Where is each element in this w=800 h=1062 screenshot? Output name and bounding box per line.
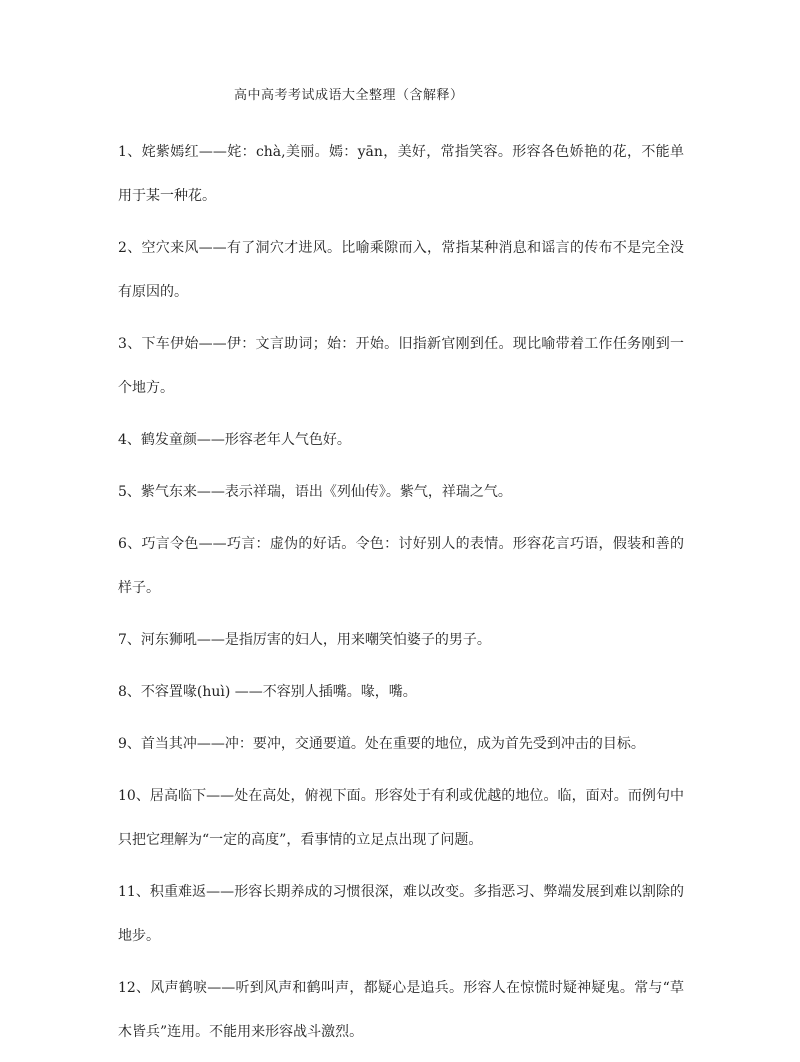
- entry-text: 11、积重难返——形容长期养成的习惯很深，难以改变。多指恶习、弊端发展到难以割除的地步。: [118, 884, 684, 944]
- list-item: [118, 722, 684, 766]
- list-item: [118, 870, 684, 958]
- entry-text: 7、河东狮吼——是指厉害的妇人，用来嘲笑怕婆子的男子。: [118, 632, 491, 648]
- entry-text: 4、鹤发童颜——形容老年人气色好。: [118, 432, 351, 448]
- entry-text: 3、下车伊始——伊：文言助词；始：开始。旧指新官刚到任。现比喻带着工作任务刚到一个地方。: [118, 336, 684, 396]
- entry-text: 8、不容置喙(huì) ——不容别人插嘴。喙，嘴。: [118, 684, 417, 700]
- list-item: [118, 470, 684, 514]
- list-item: [118, 966, 684, 1054]
- entry-text: 6、巧言令色——巧言：虚伪的好话。令色：讨好别人的表情。形容花言巧语，假装和善的样子。: [118, 536, 684, 596]
- list-item: [118, 522, 684, 610]
- entry-text: 10、居高临下——处在高处，俯视下面。形容处于有利或优越的地位。临，面对。而例句中只把它理解为“一定的高度”，看事情的立足点出现了问题。: [118, 788, 684, 848]
- idiom-list: [118, 130, 684, 1062]
- list-item: [118, 670, 684, 714]
- entry-text: 5、紫气东来——表示祥瑞，语出《列仙传》。紫气，祥瑞之气。: [118, 484, 512, 500]
- entry-text: 1、姹紫嫣红——姹：chà,美丽。嫣：yān，美好，常指笑容。形容各色娇艳的花，不能单用于某一种花。: [118, 144, 684, 204]
- list-item: [118, 226, 684, 314]
- entry-text: 12、风声鹤唳——听到风声和鹤叫声，都疑心是追兵。形容人在惊慌时疑神疑鬼。常与“草木皆兵”连用。不能用来形容战斗激烈。: [118, 980, 684, 1040]
- list-item: [118, 322, 684, 410]
- document-title: 高中高考考试成语大全整理（含解释）: [234, 88, 464, 103]
- list-item: [118, 418, 684, 462]
- list-item: [118, 774, 684, 862]
- list-item: [118, 130, 684, 218]
- list-item: [118, 618, 684, 662]
- entry-text: 9、首当其冲——冲：要冲，交通要道。处在重要的地位，成为首先受到冲击的目标。: [118, 736, 645, 752]
- entry-text: 2、空穴来风——有了洞穴才进风。比喻乘隙而入，常指某种消息和谣言的传布不是完全没有原因的。: [118, 240, 684, 300]
